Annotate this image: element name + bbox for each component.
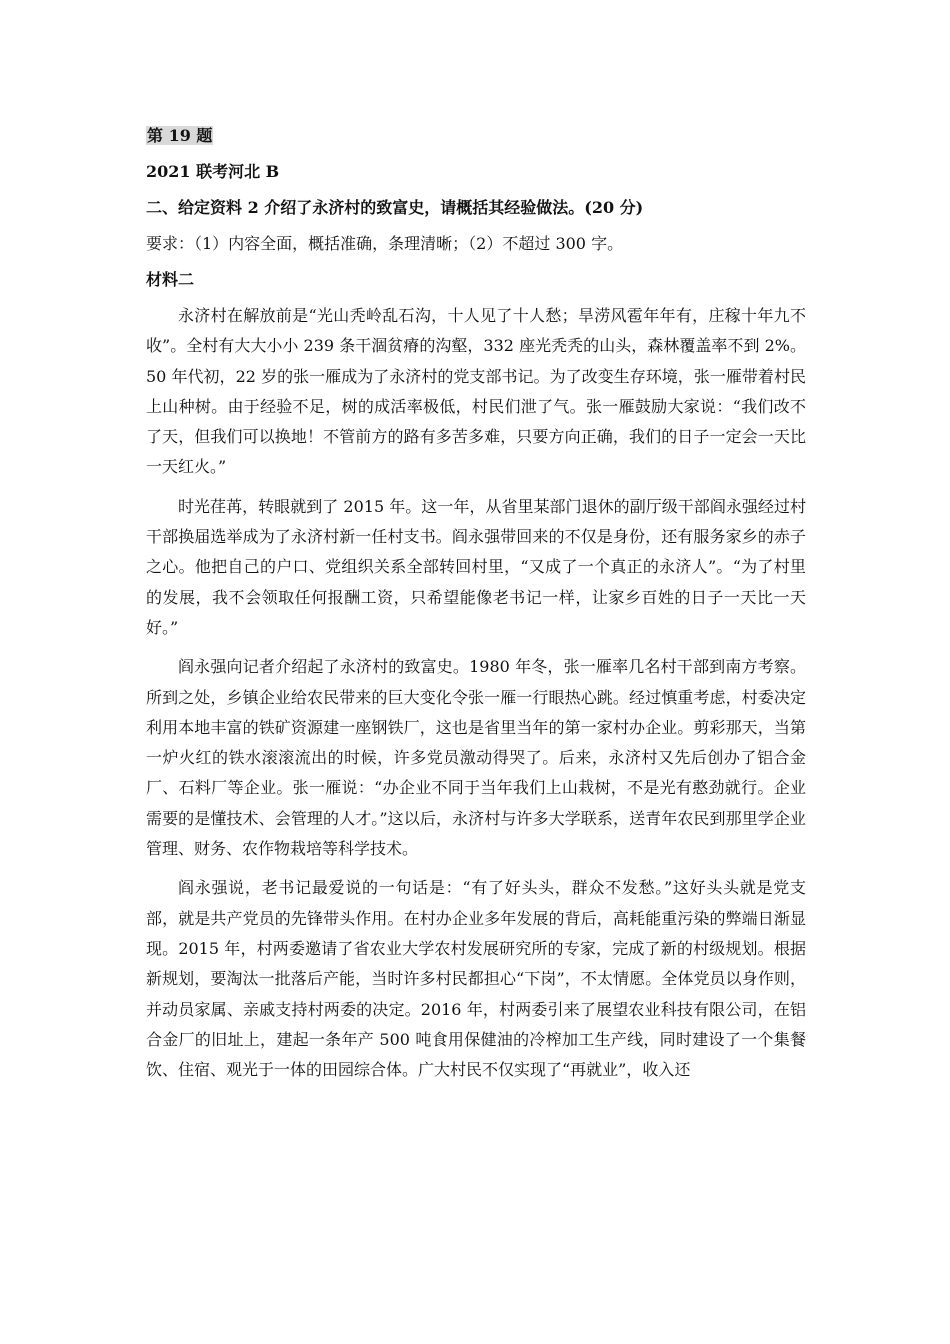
paragraph: 阎永强说，老书记最爱说的一句话是：“有了好头头，群众不发愁。”这好头头就是党支部，就是共产党员的先锋带头作用。在村办企业多年发展的背后，高耗能重污染的弊端日渐显现。2015 年，村两委邀请了省农业大学农村发展研究所的专家，完成了新的村级规划。根据新规划，要淘汰一批落后产能，当时许多村民都担心“下岗”，不太情愿。全体党员以身作则，并动员家属、亲戚支持村两委的决定。2016 年，村两委引来了展望农业科技有限公司，在铝合金厂的旧址上，建起一条年产 500 吨食用保健油的冷榨加工生产线，同时建设了一个集餐饮、住宿、观光于一体的田园综合体。广大村民不仅实现了“再就业”，收入还	[146, 878, 806, 1080]
paragraph: 永济村在解放前是“光山秃岭乱石沟，十人见了十人愁；旱涝风雹年年有，庄稼十年九不收”。全村有大大小小 239 条干涸贫瘠的沟壑，332 座光秃秃的山头，森林覆盖率不到 2%。50 年代初，22 岁的张一雁成为了永济村的党支部书记。为了改变生存环境，张一雁带着村民上山种树。由于经验不足，树的成活率极低，村民们泄了气。张一雁鼓励大家说：“我们改不了天，但我们可以换地！不管前方的路有多苦多难，只要方向正确，我们的日子一定会一天比一天红火。”	[146, 306, 806, 477]
exam-source: 2021 联考河北 B	[146, 162, 280, 181]
paragraph: 时光荏苒，转眼就到了 2015 年。这一年，从省里某部门退休的副厅级干部阎永强经过村干部换届选举成为了永济村新一任村支书。阎永强带回来的不仅是身份，还有服务家乡的赤子之心。他把自己的户口、党组织关系全部转回村里，“又成了一个真正的永济人”。“为了村里的发展，我不会领取任何报酬工资，只希望能像老书记一样，让家乡百姓的日子一天比一天好。”	[146, 496, 806, 637]
material-body	[146, 301, 806, 1085]
question-number: 第 19 题	[147, 126, 213, 145]
question-number-line	[146, 121, 806, 151]
paragraph: 阎永强向记者介绍起了永济村的致富史。1980 年冬，张一雁率几名村干部到南方考察。所到之处，乡镇企业给农民带来的巨大变化令张一雁一行眼热心跳。经过慎重考虑，村委决定利用本地丰富的铁矿资源建一座钢铁厂，这也是省里当年的第一家村办企业。剪彩那天，当第一炉火红的铁水滚滚流出的时候，许多党员激动得哭了。后来，永济村又先后创办了铝合金厂、石料厂等企业。张一雁说：“办企业不同于当年我们上山栽树，不是光有憨劲就行。企业需要的是懂技术、会管理的人才。”这以后，永济村与许多大学联系，送青年农民到那里学企业管理、财务、农作物栽培等科学技术。	[146, 657, 806, 859]
material-title: 材料二	[146, 270, 195, 289]
question-text: 二、给定资料 2 介绍了永济村的致富史，请概括其经验做法。(20 分)	[146, 198, 644, 217]
document-content	[146, 121, 806, 1085]
requirement-text: 要求：（1）内容全面，概括准确，条理清晰；（2）不超过 300 字。	[146, 234, 624, 253]
